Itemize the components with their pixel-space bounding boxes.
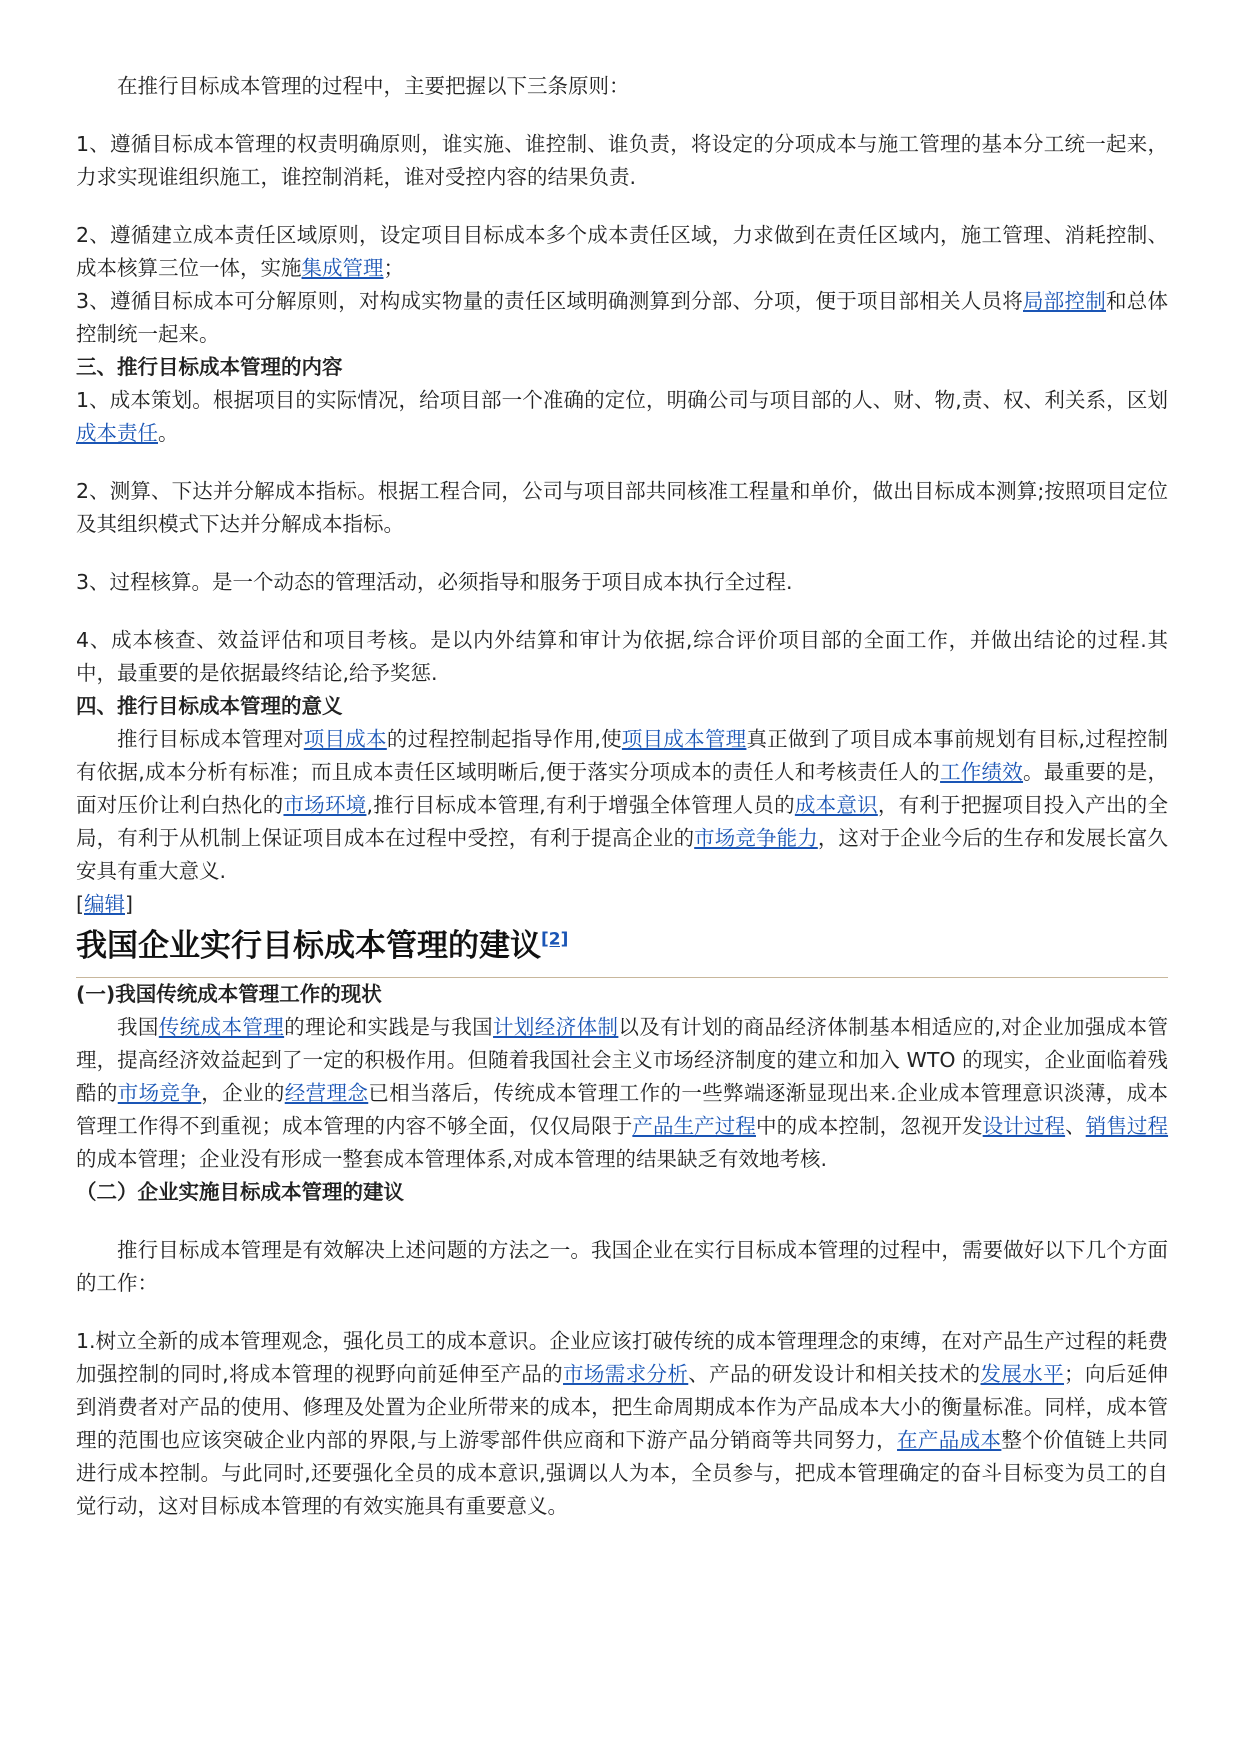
edit-link[interactable]: 编辑: [84, 892, 125, 916]
section-4-heading: 四、推行目标成本管理的意义: [76, 694, 343, 718]
link-traditional-cost-management[interactable]: 传统成本管理: [158, 1015, 285, 1039]
content-item-4: 4、成本核查、效益评估和项目考核。是以内外结算和审计为依据,综合评价项目部的全面工作，并做出结论的过程.其中，最重要的是依据最终结论,给予奖惩.: [76, 628, 1168, 685]
intro-paragraph: 在推行目标成本管理的过程中，主要把握以下三条原则：: [117, 74, 630, 98]
content-item-1: 1、成本策划。根据项目的实际情况，给项目部一个准确的定位，明确公司与项目部的人、财、物,责、权、利关系，区划成本责任。: [76, 388, 1168, 445]
link-project-cost[interactable]: 项目成本: [303, 727, 387, 751]
link-project-cost-management[interactable]: 项目成本管理: [621, 727, 747, 751]
content-item-2: 2、测算、下达并分解成本指标。根据工程合同，公司与项目部共同核准工程量和单价，做出目标成本测算;按照项目定位及其组织模式下达并分解成本指标。: [76, 479, 1168, 536]
current-status-paragraph: 我国传统成本管理的理论和实践是与我国计划经济体制以及有计划的商品经济体制基本相适应的,对企业加强成本管理，提高经济效益起到了一定的积极作用。但随着我国社会主义市场经济制度的建立和加入 WTO 的现实，企业面临着残酷的市场竞争，企业的经营理念已相当落后，传统成本管理工作的一些弊端逐渐显现出来.企业成本管理意识淡薄，成本管理工作得不到重视；成本管理的内容不够全面，仅仅局限于产品生产过程中的成本控制，忽视开发设计过程、销售过程的成本管理；企业没有形成一整套成本管理体系,对成本管理的结果缺乏有效地考核.: [76, 1015, 1169, 1171]
link-product-cost[interactable]: 在产品成本: [897, 1428, 1002, 1452]
reference-link[interactable]: [2]: [541, 929, 569, 950]
section-title: 我国企业实行目标成本管理的建议[2]: [76, 923, 1168, 978]
link-market-environment[interactable]: 市场环境: [283, 793, 367, 817]
link-cost-awareness[interactable]: 成本意识: [794, 793, 878, 817]
link-sales-process[interactable]: 销售过程: [1085, 1114, 1169, 1138]
section-3-heading: 三、推行目标成本管理的内容: [76, 355, 343, 379]
edit-section: [编辑]: [76, 892, 133, 916]
link-market-demand-analysis[interactable]: 市场需求分析: [563, 1362, 689, 1386]
link-local-control[interactable]: 局部控制: [1023, 289, 1106, 313]
principle-2: 2、遵循建立成本责任区域原则，设定项目目标成本多个成本责任区域，力求做到在责任区域内，施工管理、消耗控制、成本核算三位一体，实施集成管理；: [76, 223, 1168, 280]
article: [76, 70, 1168, 1523]
link-development-level[interactable]: 发展水平: [980, 1362, 1065, 1386]
link-production-process[interactable]: 产品生产过程: [632, 1114, 756, 1138]
subsection-1-heading: (一)我国传统成本管理工作的现状: [76, 982, 382, 1006]
link-planned-economy[interactable]: 计划经济体制: [493, 1015, 619, 1039]
link-market-competitiveness[interactable]: 市场竞争能力: [694, 826, 818, 850]
link-market-competition[interactable]: 市场竞争: [117, 1081, 202, 1105]
link-cost-responsibility[interactable]: 成本责任: [76, 421, 158, 445]
link-integrated-management[interactable]: 集成管理: [301, 256, 384, 280]
suggestions-intro: 推行目标成本管理是有效解决上述问题的方法之一。我国企业在实行目标成本管理的过程中，需要做好以下几个方面的工作：: [76, 1238, 1168, 1295]
subsection-2-heading: （二）企业实施目标成本管理的建议: [76, 1180, 404, 1204]
content-item-3: 3、过程核算。是一个动态的管理活动，必须指导和服务于项目成本执行全过程.: [76, 570, 793, 594]
link-design-process[interactable]: 设计过程: [982, 1114, 1066, 1138]
principle-3: 3、遵循目标成本可分解原则，对构成实物量的责任区域明确测算到分部、分项，便于项目部相关人员将局部控制和总体控制统一起来。: [76, 289, 1168, 346]
principle-1: 1、遵循目标成本管理的权责明确原则，谁实施、谁控制、谁负责，将设定的分项成本与施工管理的基本分工统一起来，力求实现谁组织施工，谁控制消耗，谁对受控内容的结果负责.: [76, 132, 1168, 189]
link-business-philosophy[interactable]: 经营理念: [284, 1081, 369, 1105]
suggestion-1: 1.树立全新的成本管理观念，强化员工的成本意识。企业应该打破传统的成本管理理念的束缚，在对产品生产过程的耗费加强控制的同时,将成本管理的视野向前延伸至产品的市场需求分析、产品的研发设计和相关技术的发展水平；向后延伸到消费者对产品的使用、修理及处置为企业所带来的成本，把生命周期成本作为产品成本大小的衡量标准。同样，成本管理的范围也应该突破企业内部的界限,与上游零部件供应商和下游产品分销商等共同努力，在产品成本整个价值链上共同进行成本控制。与此同时,还要强化全员的成本意识,强调以人为本，全员参与，把成本管理确定的奋斗目标变为员工的自觉行动，这对目标成本管理的有效实施具有重要意义。: [76, 1329, 1169, 1518]
link-work-performance[interactable]: 工作绩效: [940, 760, 1024, 784]
significance-paragraph: 推行目标成本管理对项目成本的过程控制起指导作用,使项目成本管理真正做到了项目成本事前规划有目标,过程控制有依据,成本分析有标准；而且成本责任区域明晰后,便于落实分项成本的责任人和考核责任人的工作绩效。最重要的是，面对压价让利白热化的市场环境,推行目标成本管理,有利于增强全体管理人员的成本意识，有利于把握项目投入产出的全局，有利于从机制上保证项目成本在过程中受控，有利于提高企业的市场竞争能力，这对于企业今后的生存和发展长富久安具有重大意义.: [76, 727, 1169, 883]
